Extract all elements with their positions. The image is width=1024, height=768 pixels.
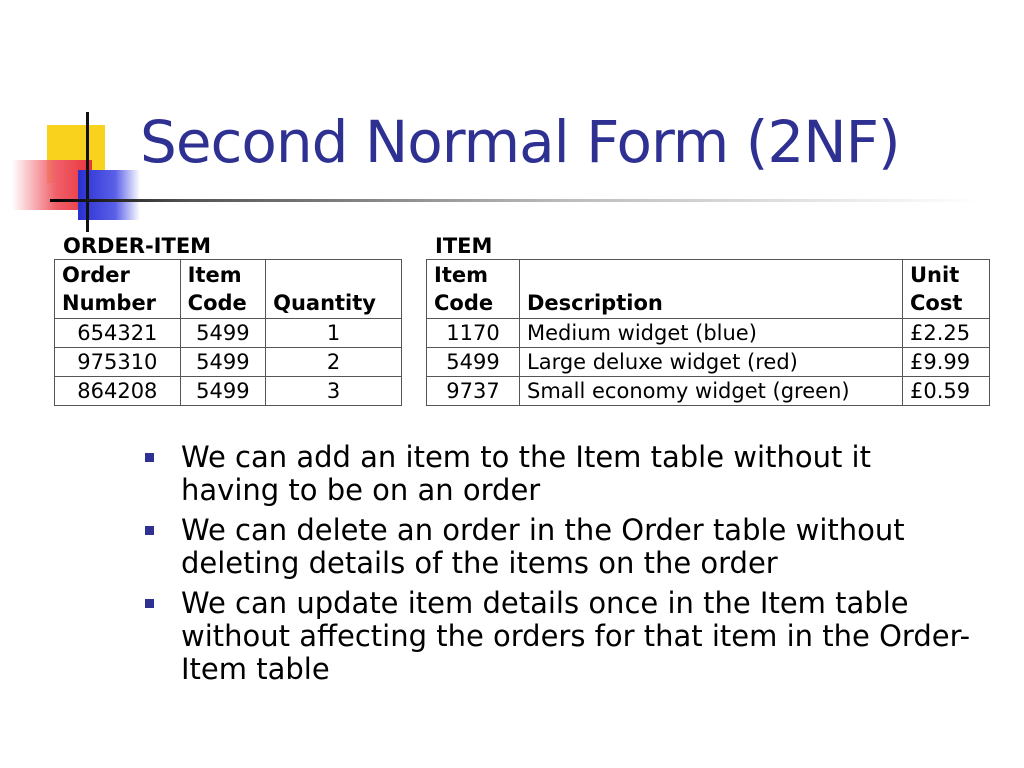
table-row [427,348,990,377]
column-header-description: Description [520,260,903,319]
cell-item-code: 5499 [180,348,265,377]
square-bullet-icon [145,599,154,608]
cell-item-code: 5499 [180,377,265,406]
item-table [426,259,990,406]
cell-item-code: 9737 [427,377,520,406]
column-header-item-code: Item Code [180,260,265,319]
order-item-table-caption: ORDER-ITEM [63,234,212,258]
column-header-unit-cost: Unit Cost [903,260,990,319]
cell-description: Small economy widget (green) [520,377,903,406]
table-row [55,348,402,377]
cell-item-code: 1170 [427,319,520,348]
cell-quantity: 3 [266,377,402,406]
item-table-caption: ITEM [435,234,493,258]
cell-item-code: 5499 [427,348,520,377]
table-row [55,377,402,406]
list-item [145,514,975,580]
cell-order-number: 654321 [55,319,181,348]
cell-quantity: 1 [266,319,402,348]
cell-order-number: 864208 [55,377,181,406]
bullet-list [145,441,975,693]
table-row [427,319,990,348]
square-bullet-icon [145,526,154,535]
column-header-item-code: Item Code [427,260,520,319]
list-item [145,441,975,507]
table-row [427,377,990,406]
vertical-line-decoration [86,112,89,232]
order-item-table [54,259,402,406]
table-header-row [55,260,402,319]
bullet-text: We can add an item to the Item table without it having to be on an order [181,440,871,507]
title-underline [50,199,980,202]
cell-description: Medium widget (blue) [520,319,903,348]
slide-logo [0,105,150,230]
column-header-quantity: Quantity [266,260,402,319]
bullet-text: We can update item details once in the Item table without affecting the orders for that item in the Order-Item table [181,586,971,686]
cell-order-number: 975310 [55,348,181,377]
cell-description: Large deluxe widget (red) [520,348,903,377]
cell-unit-cost: £9.99 [903,348,990,377]
list-item [145,587,975,686]
column-header-order-number: Order Number [55,260,181,319]
table-row [55,319,402,348]
cell-item-code: 5499 [180,319,265,348]
square-bullet-icon [145,453,154,462]
cell-unit-cost: £2.25 [903,319,990,348]
bullet-text: We can delete an order in the Order table without deleting details of the items on the order [181,513,905,580]
table-header-row [427,260,990,319]
slide-title: Second Normal Form (2NF) [140,108,900,176]
cell-quantity: 2 [266,348,402,377]
cell-unit-cost: £0.59 [903,377,990,406]
